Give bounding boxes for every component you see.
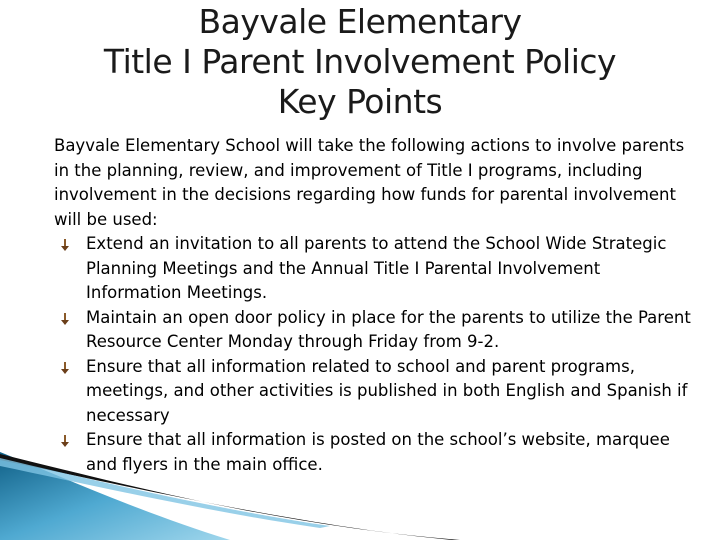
title-line-1: Bayvale Elementary bbox=[198, 2, 522, 41]
bullet-text: Ensure that all information is posted on the school’s website, marquee and flyers in the main office. bbox=[86, 430, 670, 474]
bullet-item bbox=[54, 355, 694, 429]
slide-body bbox=[54, 134, 694, 477]
pin-bullet-icon bbox=[60, 239, 70, 251]
bullet-text: Extend an invitation to all parents to attend the School Wide Strategic Planning Meetings and the Annual Title I Parental Involvement Information Meetings. bbox=[86, 234, 667, 302]
pin-bullet-icon bbox=[60, 313, 70, 325]
intro-paragraph: Bayvale Elementary School will take the following actions to involve parents in the planning, review, and improvement of Title I programs, including involvement in the decisions regarding how funds for parental involvement will be used: bbox=[54, 136, 685, 229]
bullet-text: Ensure that all information related to school and parent programs, meetings, and other activities is published in both English and Spanish if necessary bbox=[86, 356, 688, 425]
title-line-3: Key Points bbox=[277, 82, 443, 121]
wave-decoration bbox=[0, 440, 720, 540]
bullet-text: Maintain an open door policy in place for the parents to utilize the Parent Resource Center Monday through Friday from 9-2. bbox=[86, 307, 691, 351]
slide-title bbox=[0, 2, 720, 122]
bullet-item bbox=[54, 306, 694, 355]
bullet-item bbox=[54, 232, 694, 306]
pin-bullet-icon bbox=[60, 362, 70, 374]
title-line-2: Title I Parent Involvement Policy bbox=[103, 42, 617, 81]
